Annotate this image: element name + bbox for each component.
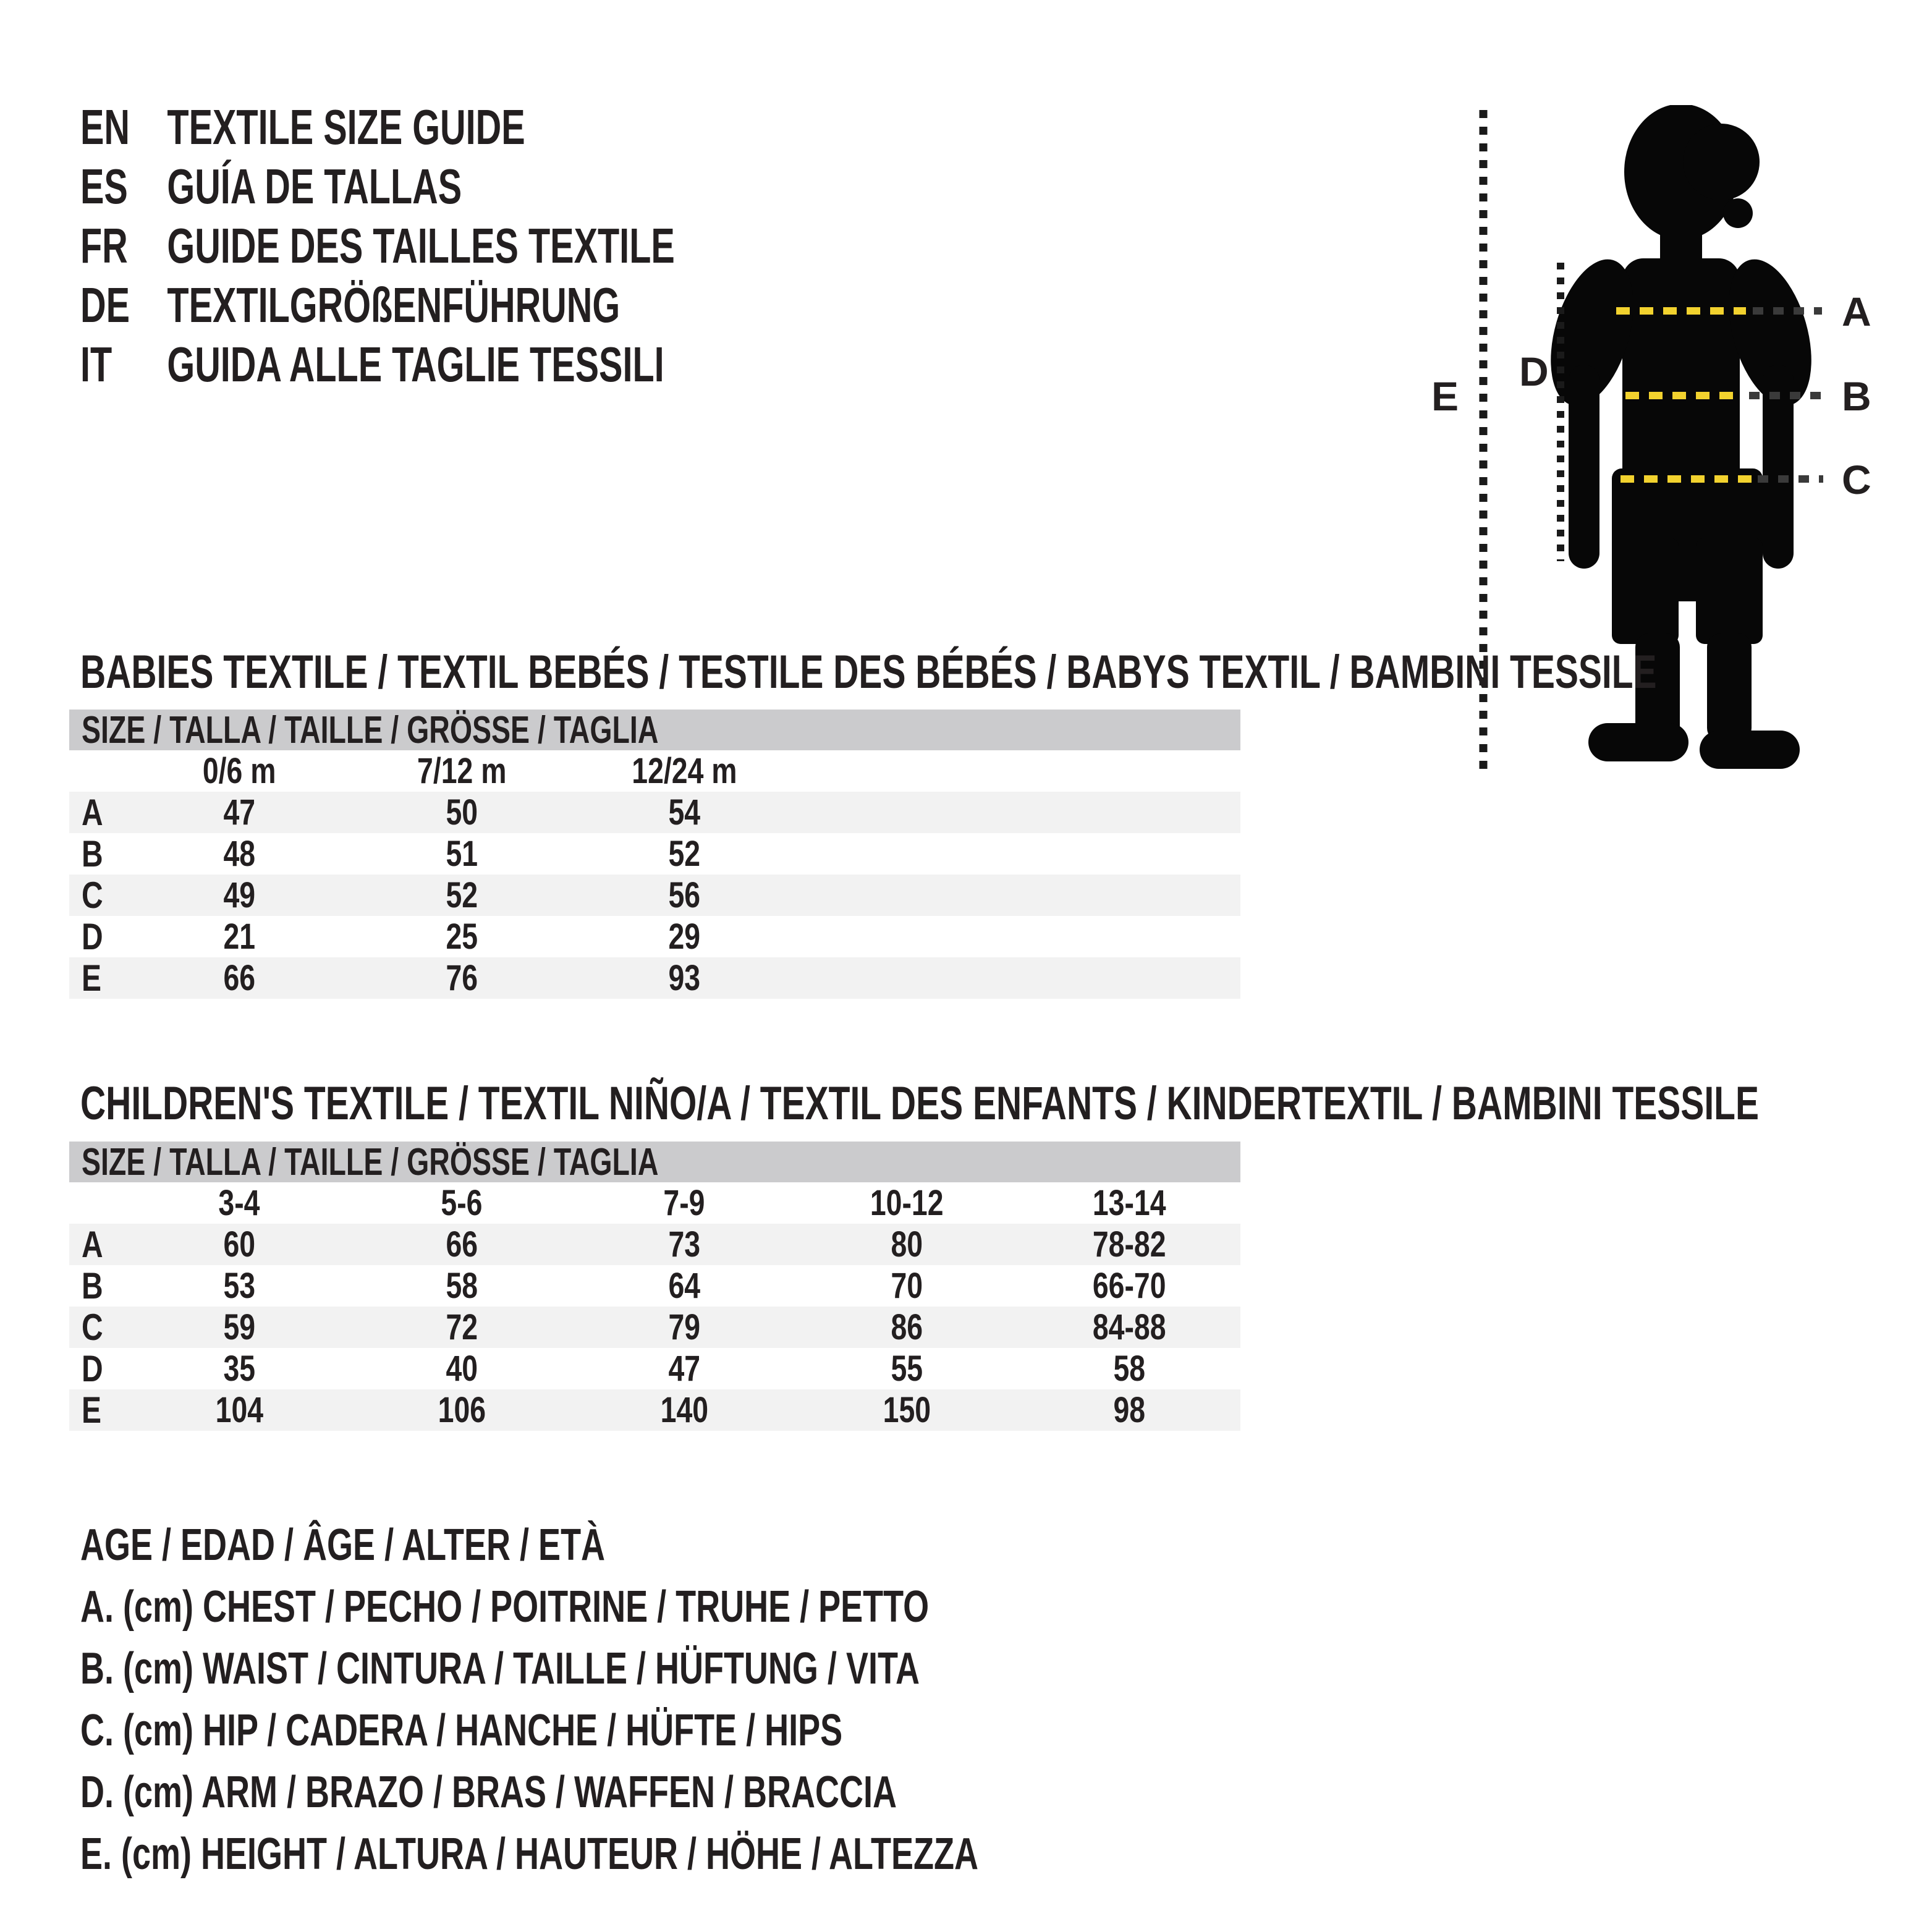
row-label: D (82, 916, 103, 957)
children-row-d (69, 1348, 1240, 1389)
column-header: 7/12 m (417, 751, 507, 791)
row-label: C (82, 1307, 103, 1348)
measurement-value: 49 (223, 875, 255, 915)
lang-title-it: GUIDA ALLE TAGLIE TESSILI (167, 337, 664, 392)
measurement-value: 54 (668, 792, 700, 833)
measurement-value: 55 (891, 1349, 923, 1389)
row-label: E (82, 1389, 102, 1431)
lang-row-it (80, 335, 675, 394)
measurement-value: 70 (891, 1266, 923, 1306)
lang-code-en: EN (80, 100, 130, 155)
figure-label-e: E (1431, 373, 1459, 419)
figure-label-a: A (1842, 289, 1871, 334)
babies-row-d (69, 916, 1240, 957)
lang-code-fr: FR (80, 218, 128, 273)
measurement-value: 48 (223, 834, 255, 874)
children-column-header-row (69, 1182, 1240, 1224)
measurement-value: 79 (668, 1307, 700, 1347)
measurement-value: 73 (668, 1224, 700, 1265)
measurement-value: 47 (223, 792, 255, 833)
children-section-title: CHILDREN'S TEXTILE / TEXTIL NIÑO/A / TEXTIL DES ENFANTS / KINDERTEXTIL / BAMBINI TESSILE (80, 1077, 1759, 1130)
babies-row-e (69, 957, 1240, 999)
children-size-table (69, 1142, 1240, 1431)
legend-line-chest: A. (cm) CHEST / PECHO / POITRINE / TRUHE / PETTO (80, 1582, 930, 1632)
babies-size-table (69, 710, 1240, 999)
lang-row-es (80, 157, 675, 216)
column-header: 12/24 m (631, 751, 737, 791)
row-label: B (82, 833, 103, 875)
measurement-value: 52 (668, 834, 700, 874)
measurement-value: 25 (446, 917, 478, 957)
children-row-b (69, 1265, 1240, 1307)
measurement-value: 106 (438, 1390, 486, 1430)
measurement-value: 58 (446, 1266, 478, 1306)
measurement-value: 78-82 (1092, 1224, 1166, 1265)
column-header: 7-9 (663, 1183, 705, 1223)
measurement-legend (80, 1514, 1277, 1885)
measurement-value: 40 (446, 1349, 478, 1389)
column-header: 10-12 (870, 1183, 944, 1223)
babies-row-a (69, 792, 1240, 833)
measurement-value: 66 (446, 1224, 478, 1265)
measurement-value: 56 (668, 875, 700, 915)
babies-section-title: BABIES TEXTILE / TEXTIL BEBÉS / TESTILE DES BÉBÉS / BABYS TEXTIL / BAMBINI TESSILE (80, 646, 1657, 698)
legend-line-height: E. (cm) HEIGHT / ALTURA / HAUTEUR / HÖHE / ALTEZZA (80, 1829, 978, 1879)
babies-size-header-bar (69, 710, 1240, 750)
measurement-value: 66 (223, 958, 255, 998)
row-label: E (82, 957, 102, 999)
column-header: 5-6 (441, 1183, 483, 1223)
measurement-value: 64 (668, 1266, 700, 1306)
lang-title-en: TEXTILE SIZE GUIDE (167, 100, 525, 155)
measurement-value: 80 (891, 1224, 923, 1265)
children-row-e (69, 1389, 1240, 1431)
row-label: B (82, 1265, 103, 1307)
babies-row-b (69, 833, 1240, 875)
measurement-value: 84-88 (1092, 1307, 1166, 1347)
lang-row-de (80, 276, 675, 335)
measurement-value: 140 (660, 1390, 708, 1430)
legend-line-age: AGE / EDAD / ÂGE / ALTER / ETÀ (80, 1520, 606, 1570)
measurement-value: 50 (446, 792, 478, 833)
language-title-block (80, 98, 675, 394)
babies-size-header-label: SIZE / TALLA / TAILLE / GRÖSSE / TAGLIA (82, 708, 659, 752)
measurement-value: 51 (446, 834, 478, 874)
column-header: 13-14 (1092, 1183, 1166, 1223)
measurement-value: 47 (668, 1349, 700, 1389)
children-row-a (69, 1224, 1240, 1265)
measurement-value: 93 (668, 958, 700, 998)
legend-line-hip: C. (cm) HIP / CADERA / HANCHE / HÜFTE / HIPS (80, 1706, 843, 1755)
measurement-value: 98 (1113, 1390, 1145, 1430)
row-label: A (82, 792, 103, 833)
figure-label-c: C (1842, 457, 1871, 502)
lang-code-it: IT (80, 337, 112, 392)
column-header: 3-4 (218, 1183, 260, 1223)
lang-row-en (80, 98, 675, 157)
measurement-value: 21 (223, 917, 255, 957)
row-label: C (82, 875, 103, 916)
lang-title-de: TEXTILGRÖßENFÜHRUNG (167, 278, 621, 333)
measurement-value: 52 (446, 875, 478, 915)
measurement-value: 150 (883, 1390, 931, 1430)
measurement-value: 58 (1113, 1349, 1145, 1389)
measurement-value: 60 (223, 1224, 255, 1265)
legend-line-arm: D. (cm) ARM / BRAZO / BRAS / WAFFEN / BRACCIA (80, 1768, 897, 1817)
children-row-c (69, 1307, 1240, 1348)
lang-title-fr: GUIDE DES TAILLES TEXTILE (167, 218, 675, 273)
measurement-value: 104 (215, 1390, 263, 1430)
measurement-value: 35 (223, 1349, 255, 1389)
lang-code-es: ES (80, 159, 128, 214)
measurement-value: 86 (891, 1307, 923, 1347)
measurement-value: 66-70 (1092, 1266, 1166, 1306)
measurement-value: 76 (446, 958, 478, 998)
lang-title-es: GUÍA DE TALLAS (167, 159, 462, 214)
measurement-value: 72 (446, 1307, 478, 1347)
babies-row-c (69, 875, 1240, 916)
column-header: 0/6 m (202, 751, 276, 791)
children-size-header-label: SIZE / TALLA / TAILLE / GRÖSSE / TAGLIA (82, 1140, 659, 1184)
row-label: D (82, 1348, 103, 1389)
babies-column-header-row (69, 750, 1240, 792)
row-label: A (82, 1224, 103, 1265)
figure-label-d: D (1519, 349, 1549, 394)
children-size-header-bar (69, 1142, 1240, 1182)
measurement-value: 59 (223, 1307, 255, 1347)
legend-line-waist: B. (cm) WAIST / CINTURA / TAILLE / HÜFTUNG / VITA (80, 1644, 920, 1693)
measurement-value: 29 (668, 917, 700, 957)
measurement-value: 53 (223, 1266, 255, 1306)
lang-row-fr (80, 216, 675, 276)
figure-label-b: B (1842, 373, 1871, 419)
lang-code-de: DE (80, 278, 130, 333)
